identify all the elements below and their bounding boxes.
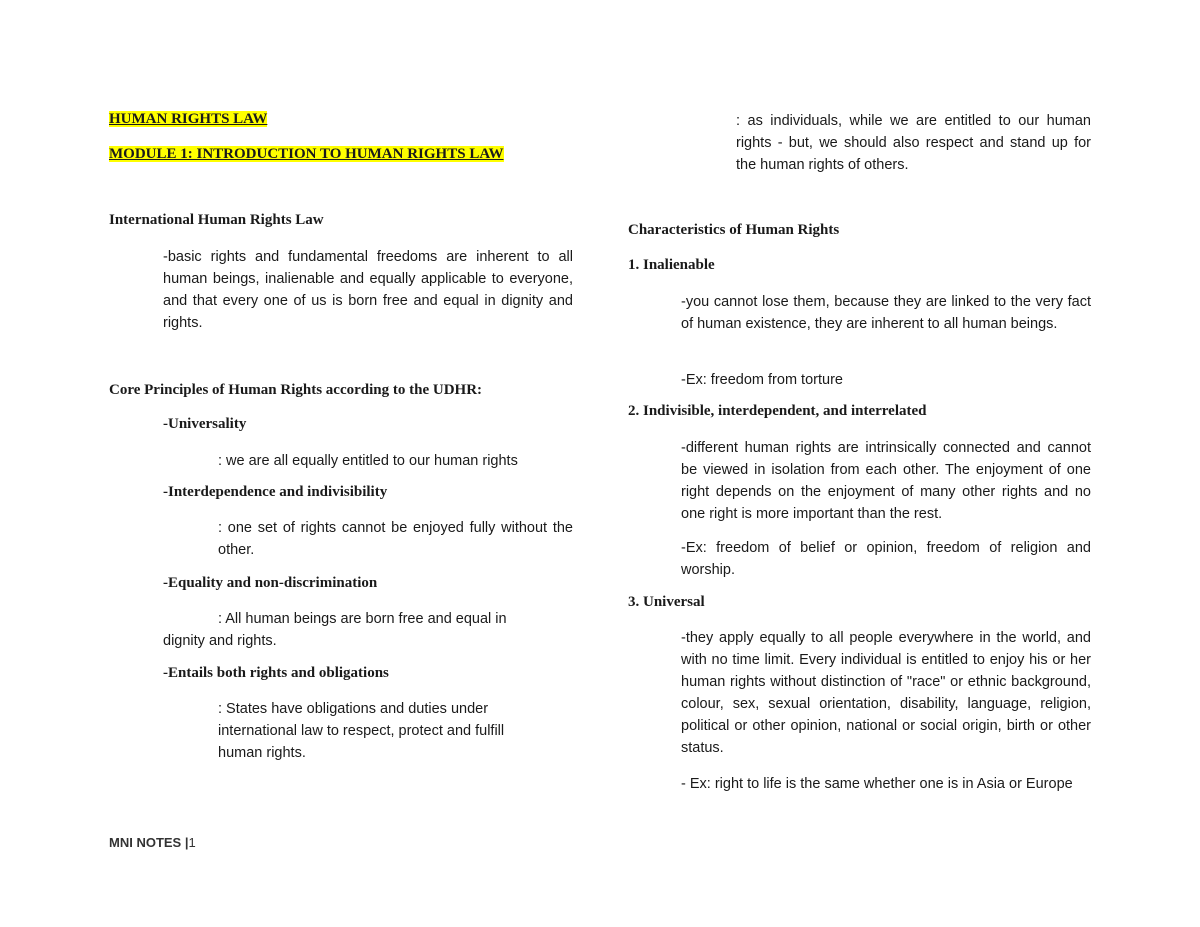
principle-interdependence-desc: : one set of rights cannot be enjoyed fully without the other. (218, 520, 573, 558)
page-footer (109, 835, 196, 850)
ihrl-heading: International Human Rights Law (109, 212, 324, 228)
principle-obligations-line: human rights. (218, 745, 306, 761)
ihrl-text: -basic rights and fundamental freedoms are inherent to all human beings, inalienable and equally applicable to everyone, and that every one of us is born free and equal in dignity and rights. (163, 249, 573, 331)
core-principles-heading: Core Principles of Human Rights according to the UDHR: (109, 382, 483, 398)
footer-label: MNI NOTES | (109, 835, 189, 850)
char-inalienable-example: -Ex: freedom from torture (681, 372, 843, 388)
char-indivisible-title: 2. Indivisible, interdependent, and interrelated (628, 403, 927, 419)
principle-universality: -Universality (163, 416, 247, 432)
char-universal-text: -they apply equally to all people everywhere in the world, and with no time limit. Every individual is entitled to enjoy his or her human rights without distinction of "race" or ethnic background, colour, sex, sexual orientation, disability, language, religion, political or other opinion, national or social origin, birth or other status. (681, 630, 1091, 756)
page-number: 1 (188, 835, 196, 850)
char-inalienable-text: -you cannot lose them, because they are linked to the very fact of human existence, they are inherent to all human beings. (681, 294, 1091, 332)
continuation-text: : as individuals, while we are entitled to our human rights - but, we should also respect and stand up for the human rights of others. (736, 113, 1091, 173)
module-title-text: MODULE 1: INTRODUCTION TO HUMAN RIGHTS LAW (109, 146, 504, 162)
char-universal-title: 3. Universal (628, 594, 705, 610)
char-indivisible-example: -Ex: freedom of belief or opinion, freedom of religion and worship. (681, 540, 1091, 578)
principle-obligations-desc (218, 698, 504, 764)
char-inalienable-title: 1. Inalienable (628, 257, 715, 273)
principle-interdependence: -Interdependence and indivisibility (163, 484, 388, 500)
characteristics-heading: Characteristics of Human Rights (628, 222, 840, 238)
char-universal-example: - Ex: right to life is the same whether one is in Asia or Europe (681, 776, 1073, 792)
module-title (109, 145, 504, 163)
doc-title (109, 110, 267, 128)
principle-equality-desc-1: : All human beings are born free and equal in (218, 611, 507, 627)
principle-equality: -Equality and non-discrimination (163, 575, 378, 591)
principle-obligations: -Entails both rights and obligations (163, 665, 389, 681)
principle-obligations-line: international law to respect, protect and fulfill (218, 723, 505, 739)
char-indivisible-text: -different human rights are intrinsically connected and cannot be viewed in isolation from each other. The enjoyment of one right depends on the enjoyment of many other rights and no one right is more important than the rest. (681, 440, 1091, 522)
doc-title-text: HUMAN RIGHTS LAW (109, 111, 268, 127)
principle-obligations-line: : States have obligations and duties under (218, 701, 489, 717)
principle-equality-desc-2: dignity and rights. (163, 633, 277, 649)
principle-universality-desc: : we are all equally entitled to our human rights (218, 453, 518, 469)
